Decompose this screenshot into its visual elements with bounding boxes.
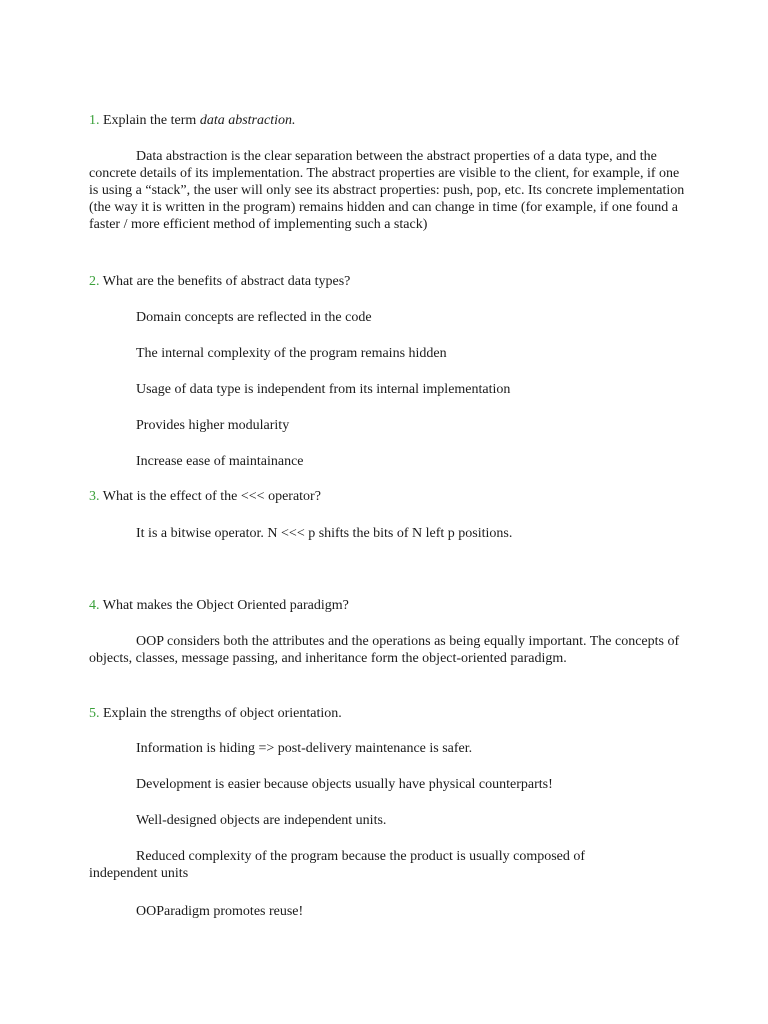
question-4 <box>89 597 349 614</box>
question-number: 1. <box>89 113 100 128</box>
question-2 <box>89 273 350 290</box>
question-text: What makes the Object Oriented paradigm? <box>102 598 349 613</box>
question-text: What is the effect of the <<< operator? <box>102 489 321 504</box>
answer-item: The internal complexity of the program remains hidden <box>136 346 447 361</box>
question-number: 3. <box>89 489 100 504</box>
answer-paragraph: Reduced complexity of the program because the product is usually composed of independent units <box>89 849 586 881</box>
answer-paragraph: Data abstraction is the clear separation between the abstract properties of a data type, and the concrete details of its implementation. The abstract properties are visible to the client, for example, if one is using a “stack”, the user will only see its abstract properties: push, pop, etc. Its concrete implementation (the way it is written in the program) remains hidden and can change in time (for example, if one found a faster / more efficient method of implementing such a stack) <box>89 149 685 232</box>
question-number: 4. <box>89 598 100 613</box>
question-1 <box>89 112 295 129</box>
answer-1 <box>89 148 687 233</box>
question-3 <box>89 488 321 505</box>
answer-item: Provides higher modularity <box>136 418 290 433</box>
answer-item: Well-designed objects are independent units. <box>136 813 387 828</box>
question-text: Explain the term <box>103 113 200 128</box>
question-text: Explain the strengths of object orientation. <box>103 706 342 721</box>
answer-item: OOParadigm promotes reuse! <box>136 904 304 919</box>
question-number: 5. <box>89 706 100 721</box>
answer-item: Increase ease of maintainance <box>136 454 304 469</box>
question-text: What are the benefits of abstract data types? <box>102 274 351 289</box>
answer-paragraph: OOP considers both the attributes and the operations as being equally important. The concepts of objects, classes, message passing, and inheritance form the object-oriented paradigm. <box>89 634 680 666</box>
answer-4 <box>89 633 681 667</box>
question-term: data abstraction. <box>199 113 296 128</box>
question-5 <box>89 705 342 722</box>
answer-item: Usage of data type is independent from its internal implementation <box>136 382 511 397</box>
answer-item: It is a bitwise operator. N <<< p shifts the bits of N left p positions. <box>136 526 513 541</box>
question-number: 2. <box>89 274 100 289</box>
answer-item: Development is easier because objects usually have physical counterparts! <box>136 777 553 792</box>
answer-item: Domain concepts are reflected in the code <box>136 310 372 325</box>
answer-item: Information is hiding => post-delivery maintenance is safer. <box>136 741 473 756</box>
answer-5-long <box>89 848 629 882</box>
